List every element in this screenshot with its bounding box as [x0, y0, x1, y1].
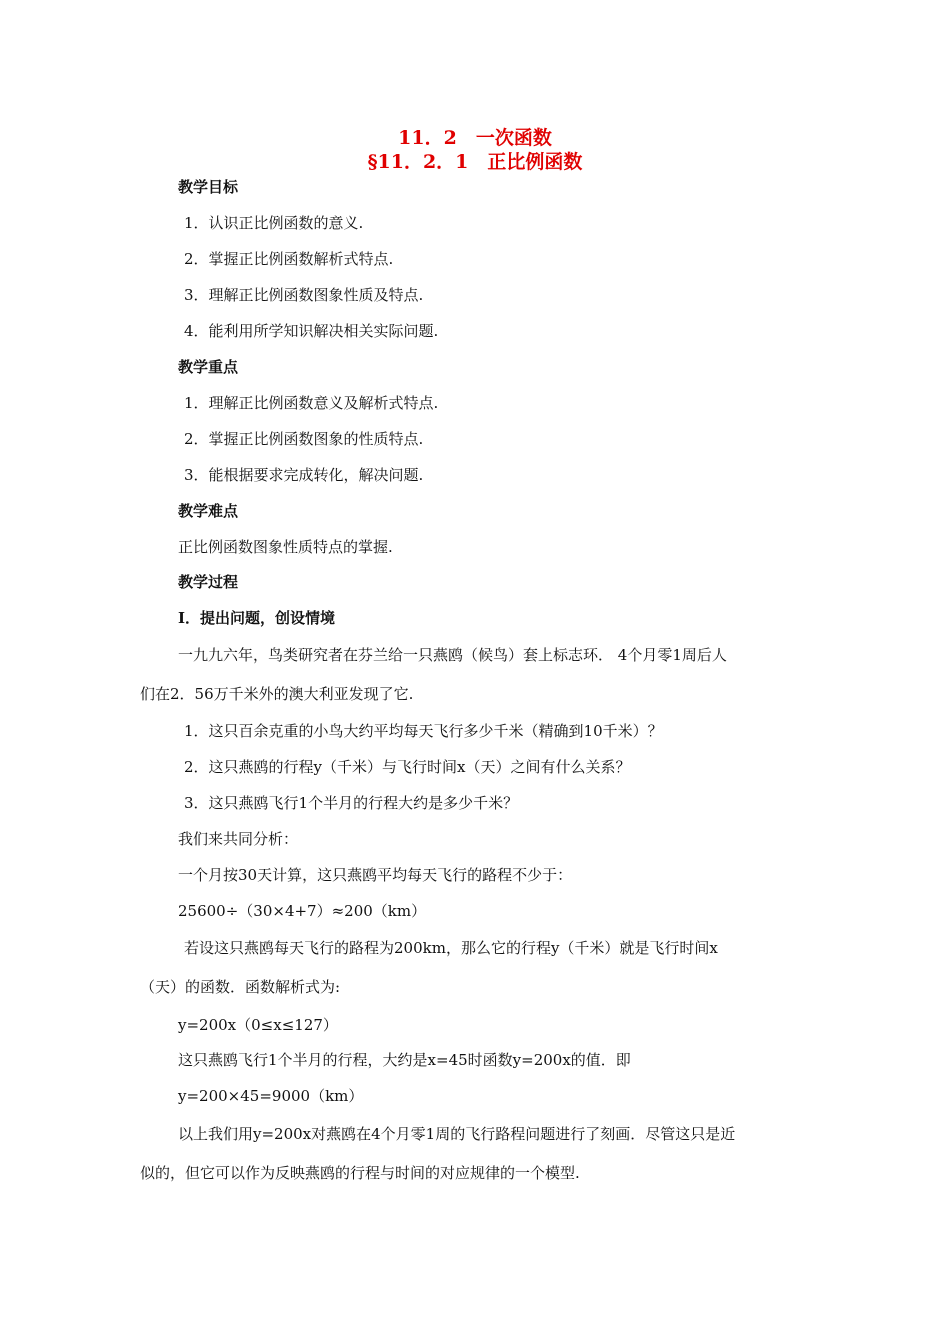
question-1: 1．这只百余克重的小鸟大约平均每天飞行多少千米（精确到10千米）？ — [184, 722, 663, 740]
goal-item-2: 2．掌握正比例函数解析式特点. — [184, 250, 394, 268]
key-point-item-3: 3．能根据要求完成转化，解决问题. — [184, 466, 424, 484]
key-point-item-1: 1．理解正比例函数意义及解析式特点. — [184, 394, 439, 412]
key-points-heading: 教学重点 — [178, 358, 239, 376]
goal-item-3: 3．理解正比例函数图象性质及特点. — [184, 286, 424, 304]
goals-heading: 教学目标 — [178, 178, 239, 196]
calc-expression: 25600÷（30×4+7）≈200（km） — [178, 902, 427, 920]
process-heading: 教学过程 — [178, 573, 239, 591]
goal-item-1: 1．认识正比例函数的意义. — [184, 214, 364, 232]
section-heading: Ⅰ．提出问题，创设情境 — [178, 609, 336, 627]
summary-paragraph-line-2: 似的，但它可以作为反映燕鸥的行程与时间的对应规律的一个模型. — [140, 1164, 580, 1182]
summary-paragraph-line-1: 以上我们用y=200x对燕鸥在4个月零1周的飞行路程问题进行了刻画．尽管这只是近 — [178, 1125, 736, 1143]
question-3: 3．这只燕鸥飞行1个半月的行程大约是多少千米？ — [184, 794, 519, 812]
half-month-text: 这只燕鸥飞行1个半月的行程，大约是x=45时函数y=200x的值．即 — [178, 1051, 631, 1069]
intro-paragraph-line-2: 们在2．56万千米外的澳大利亚发现了它. — [140, 685, 414, 703]
page-subtitle: §11．2．1 正比例函数 — [367, 151, 583, 173]
intro-paragraph-line-1: 一九九六年，鸟类研究者在芬兰给一只燕鸥（候鸟）套上标志环． 4个月零1周后人 — [178, 646, 727, 664]
result-expression: y=200×45=9000（km） — [178, 1087, 364, 1105]
calc-intro-text: 一个月按30天计算，这只燕鸥平均每天飞行的路程不少于： — [178, 866, 573, 884]
difficulty-heading: 教学难点 — [178, 502, 239, 520]
function-formula: y=200x（0≤x≤127） — [178, 1016, 338, 1034]
page-title: 11．2 一次函数 — [398, 127, 552, 149]
assume-paragraph-line-2: （天）的函数．函数解析式为: — [140, 978, 341, 996]
key-point-item-2: 2．掌握正比例函数图象的性质特点. — [184, 430, 424, 448]
question-2: 2．这只燕鸥的行程y（千米）与飞行时间x（天）之间有什么关系？ — [184, 758, 631, 776]
goal-item-4: 4．能利用所学知识解决相关实际问题. — [184, 322, 439, 340]
difficulty-text: 正比例函数图象性质特点的掌握. — [178, 538, 393, 556]
assume-paragraph-line-1: 若设这只燕鸥每天飞行的路程为200km，那么它的行程y（千米）就是飞行时间x — [184, 939, 718, 957]
analysis-text: 我们来共同分析： — [178, 830, 299, 848]
